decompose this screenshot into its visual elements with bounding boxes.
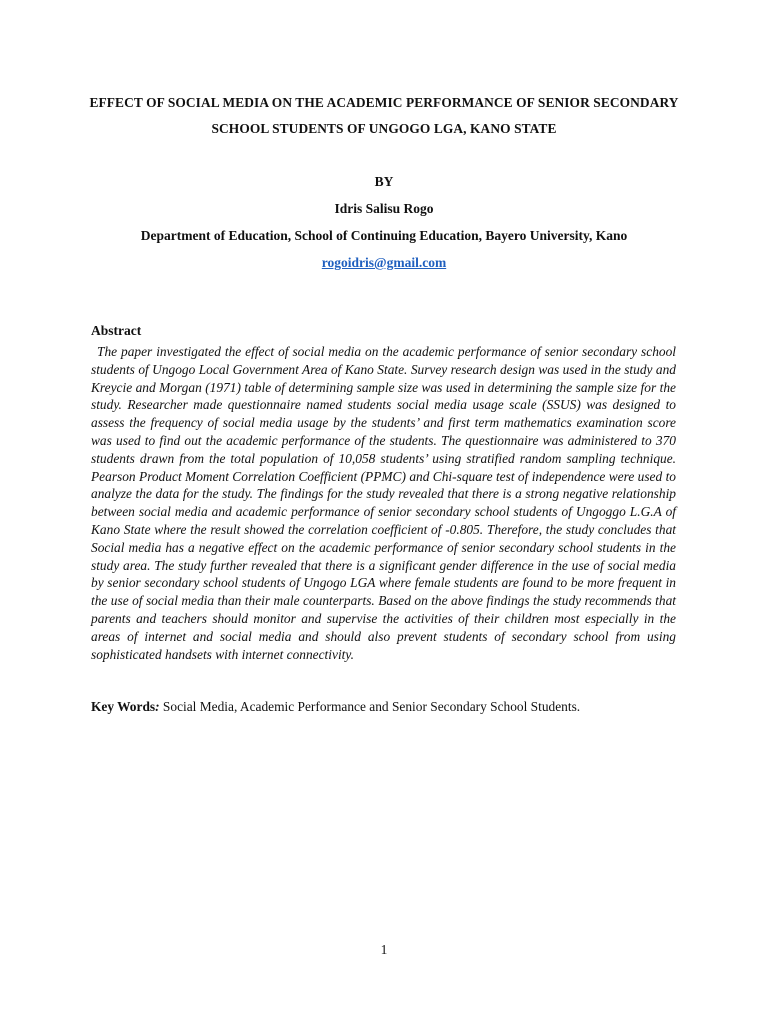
- page-number: 1: [380, 942, 388, 957]
- by-label: BY: [374, 174, 394, 189]
- abstract-body: The paper investigated the effect of social media on the academic performance of senior secondary school students of Ungogo Local Government Area of Kano State. Survey research design was used in the study and Kreycie and Morgan (1971) table of determining sample size was used in determining the sample size for the study. Researcher made questionnaire named students social media usage scale (SSUS) was designed to assess the frequency of social media usage by the students’ and first term mathematics examination score was used to find out the academic performance of the students. The questionnaire was administered to 370 students drawn from the total population of 10,058 students’ using stratified random sampling technique. Pearson Product Moment Correlation Coefficient (PPMC) and Chi-square test of independence were used to analyze the data for the study. The findings for the study revealed that there is a strong negative relationship between social media and academic performance of senior secondary school students of Ungoggo L.G.A of Kano State where the result showed the correlation coefficient of -0.805. Therefore, the study concludes that Social media has a negative effect on the academic performance of senior secondary school students in the study area. The study further revealed that there is a significant gender difference in the use of social media by senior secondary school students of Ungogo LGA where female students are found to be more frequent in the use of social media than their male counterparts. Based on the above findings the study recommends that parents and teachers should monitor and supervise the activities of their children most especially in the areas of internet and social media and should also prevent students of secondary school from using sophisticated handsets with internet connectivity.: [91, 344, 676, 662]
- keywords-text: Social Media, Academic Performance and Senior Secondary School Students.: [159, 699, 581, 714]
- keywords-line: [91, 699, 691, 715]
- author-affiliation: Department of Education, School of Continuing Education, Bayero University, Kano: [140, 228, 628, 243]
- keywords-label: [91, 699, 160, 714]
- author-name: Idris Salisu Rogo: [334, 201, 434, 216]
- email-link[interactable]: rogoidris@gmail.com: [321, 255, 447, 270]
- author-email: [0, 255, 768, 271]
- abstract-heading: Abstract: [91, 323, 142, 338]
- paper-title: EFFECT OF SOCIAL MEDIA ON THE ACADEMIC PERFORMANCE OF SENIOR SECONDARY SCHOOL STUDENTS OF UNGOGO LGA, KANO STATE: [89, 95, 679, 136]
- keywords-label-text: Key Words: [91, 699, 156, 714]
- keywords-colon: :: [155, 699, 160, 714]
